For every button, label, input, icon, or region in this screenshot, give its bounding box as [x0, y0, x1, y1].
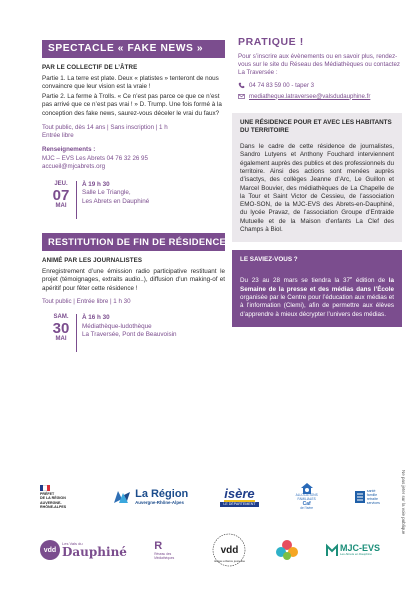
restitution-subtitle: ANIMÉ PAR LES JOURNALISTES: [42, 257, 143, 265]
pratique-text: Pour s’inscrire aux évènements ou en savoir plus, rendez-vous sur le site du Réseau des Médiathèques ou contactez La Traversée :: [238, 53, 401, 77]
restitution-event: [42, 314, 225, 356]
region-icon: [112, 489, 132, 505]
saviez-title: LE SAVIEZ-VOUS ?: [240, 256, 298, 264]
spectacle-company: PAR LE COLLECTIF DE L’ÂTRE: [42, 64, 138, 71]
spectacle-entry: Entrée libre: [42, 132, 74, 140]
event-day: 30: [52, 320, 70, 338]
event-place-2: La Traversée, Pont de Beauvoisin: [82, 331, 177, 339]
isere-logo: isère LE DÉPARTEMENT: [220, 487, 258, 507]
event-month: MAI: [55, 336, 67, 343]
logos-row-1: [40, 482, 380, 512]
partners-flower-icon: [275, 539, 299, 561]
restitution-text: Enregistrement d’une émission radio participative restituant le projet (témoignages, extraits audio..), diffusion d’un making-of et apéritif pour fêter cette résidence !: [42, 268, 225, 292]
event-place-2: Les Abrets en Dauphiné: [82, 197, 150, 205]
region-logo: La Région Auvergne-Rhône-Alpes: [112, 489, 188, 505]
vdd-badge-icon: vdd: [40, 540, 60, 560]
info-title: Renseignements :: [42, 146, 96, 154]
mjc-evs-logo: MJC-EVS Les Abrets en Dauphiné: [326, 543, 380, 557]
pratique-title: PRATIQUE !: [238, 36, 304, 48]
info-phone: MJC – EVS Les Abrets 04 76 32 26 95: [42, 154, 148, 162]
flag-icon: [40, 485, 50, 491]
residence-text: Dans le cadre de cette résidence de journalistes, Sandro Lutyens et Anthony Fouchard interviennent également auprès des publics et des professionnels du territoire. Ainsi des actions sont menées auprès d’isactys, des collèges Jeanne d’Arc, Le Guillon et Marcel Bouvier, des médiathèques de La Chapelle de la Tour et Saint Victor de Cessieu, de l’association EMO-SON, de la MJC-EVS des Abrets-en-Dauphiné, du lycée Pravaz, de l’association Groupe d’Entraide Mutuelle et de la Maison d’enfants La Clef des Champs à Biol.: [240, 143, 394, 233]
residence-box: [232, 113, 402, 243]
logos-row-2: [40, 530, 380, 570]
reseau-mediatheques-logo: R Réseau des Médiathèques: [154, 539, 175, 560]
divider: [76, 181, 77, 219]
event-date: [50, 181, 72, 210]
mail-icon: [238, 93, 245, 100]
info-email[interactable]: accueil@mjcabrets.org: [42, 162, 106, 170]
event-time: À 16 h 30: [82, 314, 110, 322]
vals-dauphine-logo: vdd Les Vals du Dauphiné: [40, 540, 127, 560]
phone-number[interactable]: 04 74 83 59 00 - taper 3: [249, 81, 315, 89]
side-note: Ne pas jeter sur la voie publique: [401, 470, 406, 535]
phone-icon: [238, 82, 245, 89]
event-time: À 19 h 30: [82, 181, 110, 189]
spectacle-event: [42, 181, 225, 223]
event-dow: JEU.: [54, 181, 68, 188]
event-month: MAI: [55, 203, 67, 210]
event-place-1: Salle Le Triangle,: [82, 189, 131, 197]
spectacle-banner: SPECTACLE « FAKE NEWS »: [42, 40, 225, 58]
divider: [76, 314, 77, 352]
saviez-box: [232, 250, 402, 327]
event-day: 07: [52, 187, 70, 205]
event-info: [82, 181, 222, 206]
sante-logo: santé famille retraite services: [355, 489, 380, 505]
event-place-1: Médiathèque-ludothèque: [82, 322, 152, 330]
restitution-public: Tout public | Entrée libre | 1 h 30: [42, 298, 131, 306]
left-column: [42, 40, 225, 356]
partners-logo: [275, 539, 299, 561]
spectacle-part1: Partie 1. La terre est plate. Deux « platistes » tenteront de nous convaincre que leur vision est la vraie !: [42, 75, 219, 91]
spectacle-public: Tout public, dès 14 ans | Sans inscription | 1 h: [42, 124, 168, 132]
mjc-icon: [326, 543, 338, 557]
msa-icon: [355, 491, 365, 503]
event-date: [50, 314, 72, 343]
prefet-logo: [40, 485, 80, 509]
email-link[interactable]: mediatheque.latraversee@valsdudauphine.fr: [249, 92, 371, 100]
saviez-text: Du 23 au 28 mars se tiendra la 37e édition de la Semaine de la presse et des médias dans l’École organisée par le Centre pour l’éducation aux médias et à l’information (Clemi), afin de permettre aux élèves d’apprendre à mieux décrypter l’univers des médias.: [240, 275, 395, 318]
residence-title: UNE RÉSIDENCE POUR ET AVEC LES HABITANTS DU TERRITOIRE: [240, 118, 392, 134]
email-line: [238, 93, 402, 101]
event-info: [82, 314, 222, 339]
event-dow: SAM.: [53, 314, 69, 321]
caf-logo: ALLOCATIONS FAMILIALES Caf de l'Isère: [291, 483, 323, 511]
prefet-text: PRÉFET DE LA RÉGION AUVERGNE- RHÔNE-ALPES: [40, 492, 67, 509]
vdd-logo: vdd réseau enfance jeunesse: [211, 532, 247, 568]
restitution-banner: RESTITUTION DE FIN DE RÉSIDENCE: [42, 233, 225, 251]
right-column: [232, 36, 402, 327]
spectacle-part2: Partie 2. La ferme à Trolls. « Ce n’est pas parce ce que ce n’est pas arrivé que ce n’est pas vrai ! » D. Trump. Une fois formé à la conception des fake news, saurez-vous déceler le vrai du faux?: [42, 92, 222, 117]
phone-line: [238, 82, 402, 90]
